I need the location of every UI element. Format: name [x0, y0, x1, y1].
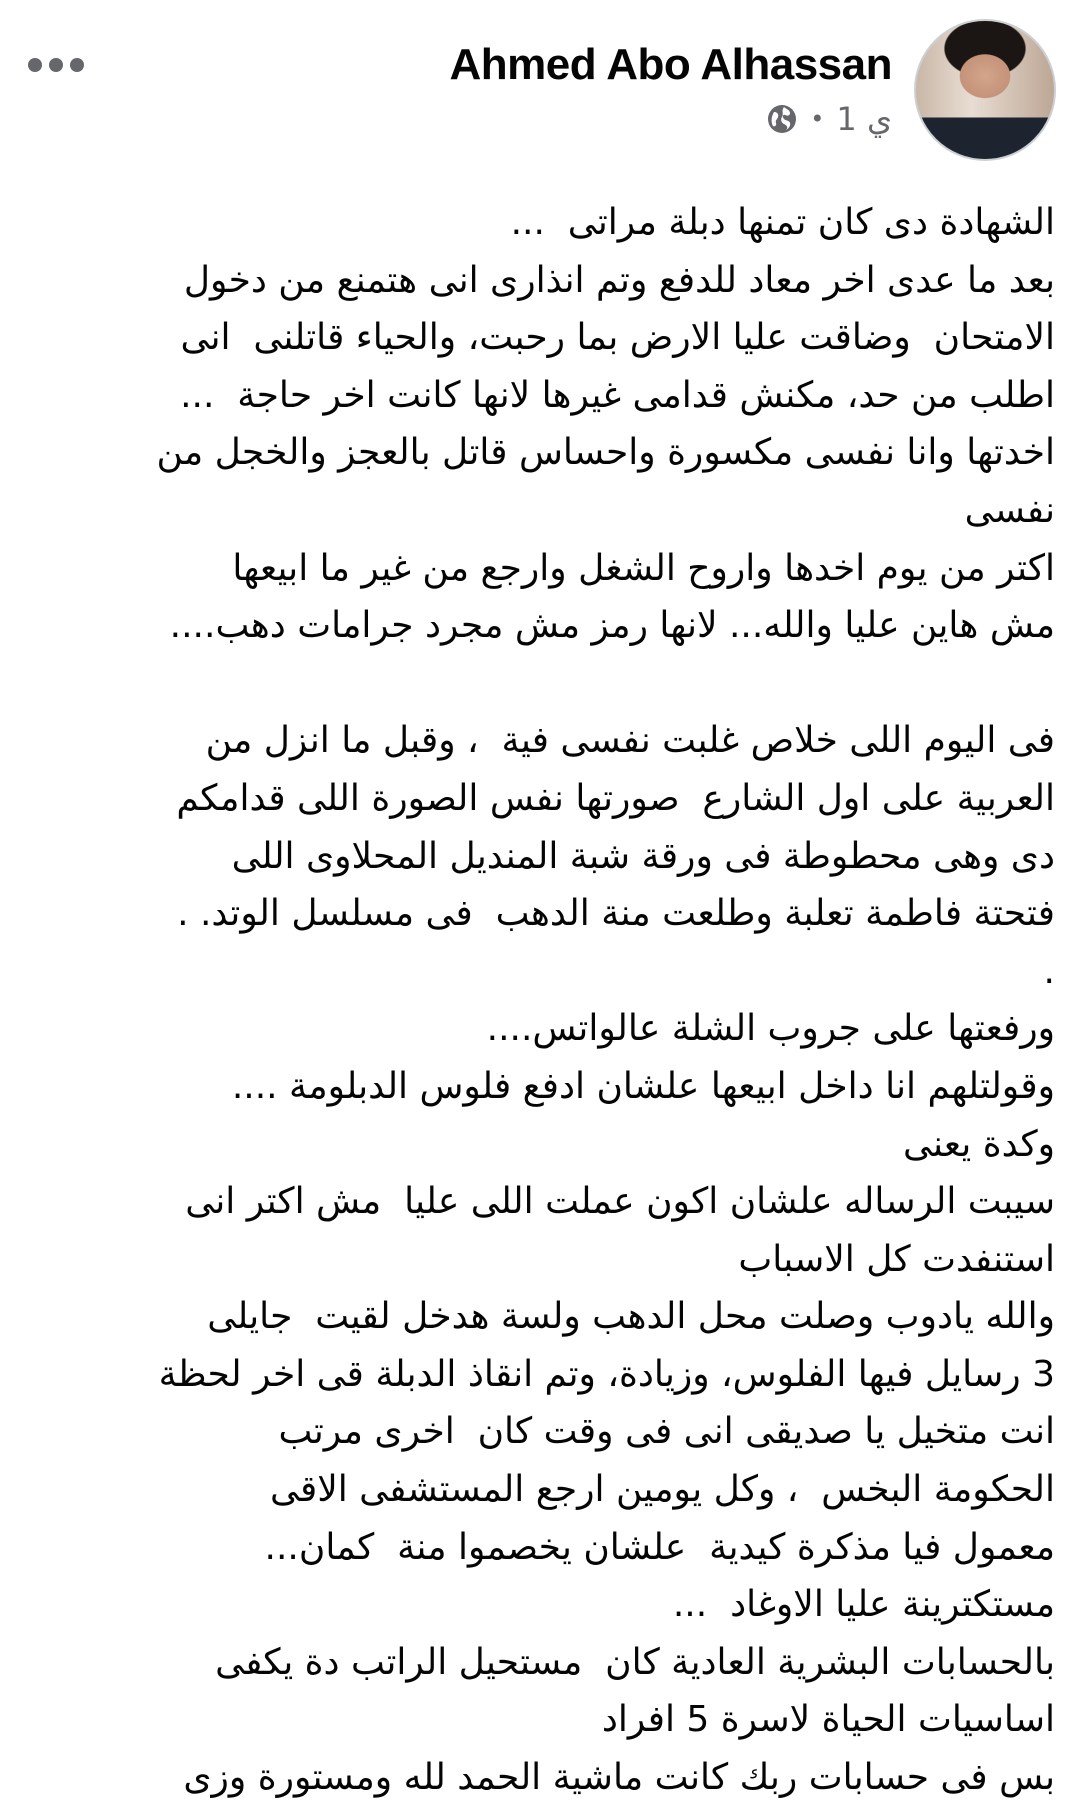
post-text-line: اكتر من يوم اخدها واروح الشغل وارجع من غير ما ابيعها [232, 547, 1055, 589]
more-options-icon [70, 58, 84, 72]
post-text-line: . [1043, 950, 1055, 992]
post-text-line: اساسيات الحياة لاسرة 5 افراد [601, 1699, 1055, 1741]
post-text-line: العربية على اول الشارع صورتها نفس الصورة اللى قدامكم [176, 777, 1055, 819]
post-text-line [15, 655, 1055, 713]
post-text-line: انت متخيل يا صديقى انى فى وقت كان اخرى مرتب [278, 1411, 1055, 1453]
post-text-line: الحكومة البخس ، وكل يومين ارجع المستشفى الاقى [269, 1469, 1055, 1511]
post-text-line: ورفعتها على جروب الشلة عالواتس.... [486, 1008, 1055, 1050]
post-text-line: والله يادوب وصلت محل الدهب ولسة هدخل لقيت جايلى [207, 1296, 1055, 1338]
post-text-line: فى اليوم اللى خلاص غلبت نفسى فية ، وقبل ما انزل من [205, 720, 1055, 762]
post-text-line: بعد ما عدى اخر معاد للدفع وتم انذارى انى هتمنع من دخول [183, 259, 1055, 301]
more-options-icon [49, 58, 63, 72]
post-body [15, 194, 1055, 1807]
post-text-line: فتحتة فاطمة تعلبة وطلعت منة الدهب فى مسلسل الوتد. . [177, 893, 1055, 935]
post-text-line: الامتحان وضاقت عليا الارض بما رحبت، والحياء قاتلنى انى [180, 317, 1055, 359]
post-text-line: اطلب من حد، مكنش قدامى غيرها لانها كانت اخر حاجة ... [180, 374, 1055, 416]
post-text-line: بس فى حسابات ربك كانت ماشية الحمد لله ومستورة وزى [183, 1757, 1055, 1799]
author-avatar[interactable] [914, 19, 1056, 161]
post-text-line: مستكترينة عليا الاوغاد ... [672, 1584, 1055, 1626]
post-text-line: معمول فيا مذكرة كيدية علشان يخصموا منة كمان... [264, 1526, 1055, 1568]
post-text-line: وكدة يعنى [903, 1123, 1055, 1165]
more-options-icon [28, 58, 42, 72]
post-meta [766, 100, 892, 138]
post-timestamp[interactable]: 1 ي [836, 100, 892, 138]
post-text-line: اخدتها وانا نفسى مكسورة واحساس قاتل بالعجز والخجل من [156, 432, 1055, 474]
post-text-line: نفسى [964, 489, 1055, 531]
post-text-line: الشهادة دى كان تمنها دبلة مراتى ... [510, 202, 1055, 243]
globe-icon[interactable] [766, 103, 798, 135]
post-text-line: بالحسابات البشرية العادية كان مستحيل الراتب دة يكفى [215, 1641, 1055, 1683]
post-text-line: دى وهى محطوطة فى ورقة شبة المنديل المحلاوى اللى [231, 835, 1055, 877]
post-text-line: 3 رسايل فيها الفلوس، وزيادة، وتم انقاذ الدبلة قى اخر لحظة [158, 1353, 1055, 1395]
more-options-button[interactable] [28, 58, 84, 72]
author-name[interactable]: Ahmed Abo Alhassan [449, 40, 892, 89]
post-text-line: مش هاين عليا والله... لانها رمز مش مجرد جرامات دهب.... [169, 605, 1055, 647]
meta-separator: • [810, 105, 825, 133]
post-text-line: وقولتلهم انا داخل ابيعها علشان ادفع فلوس الدبلومة .... [231, 1065, 1055, 1107]
post-text-line: استنفدت كل الاسباب [738, 1238, 1055, 1280]
post-text-line: سيبت الرساله علشان اكون عملت اللى عليا مش اكتر انى [185, 1181, 1055, 1223]
